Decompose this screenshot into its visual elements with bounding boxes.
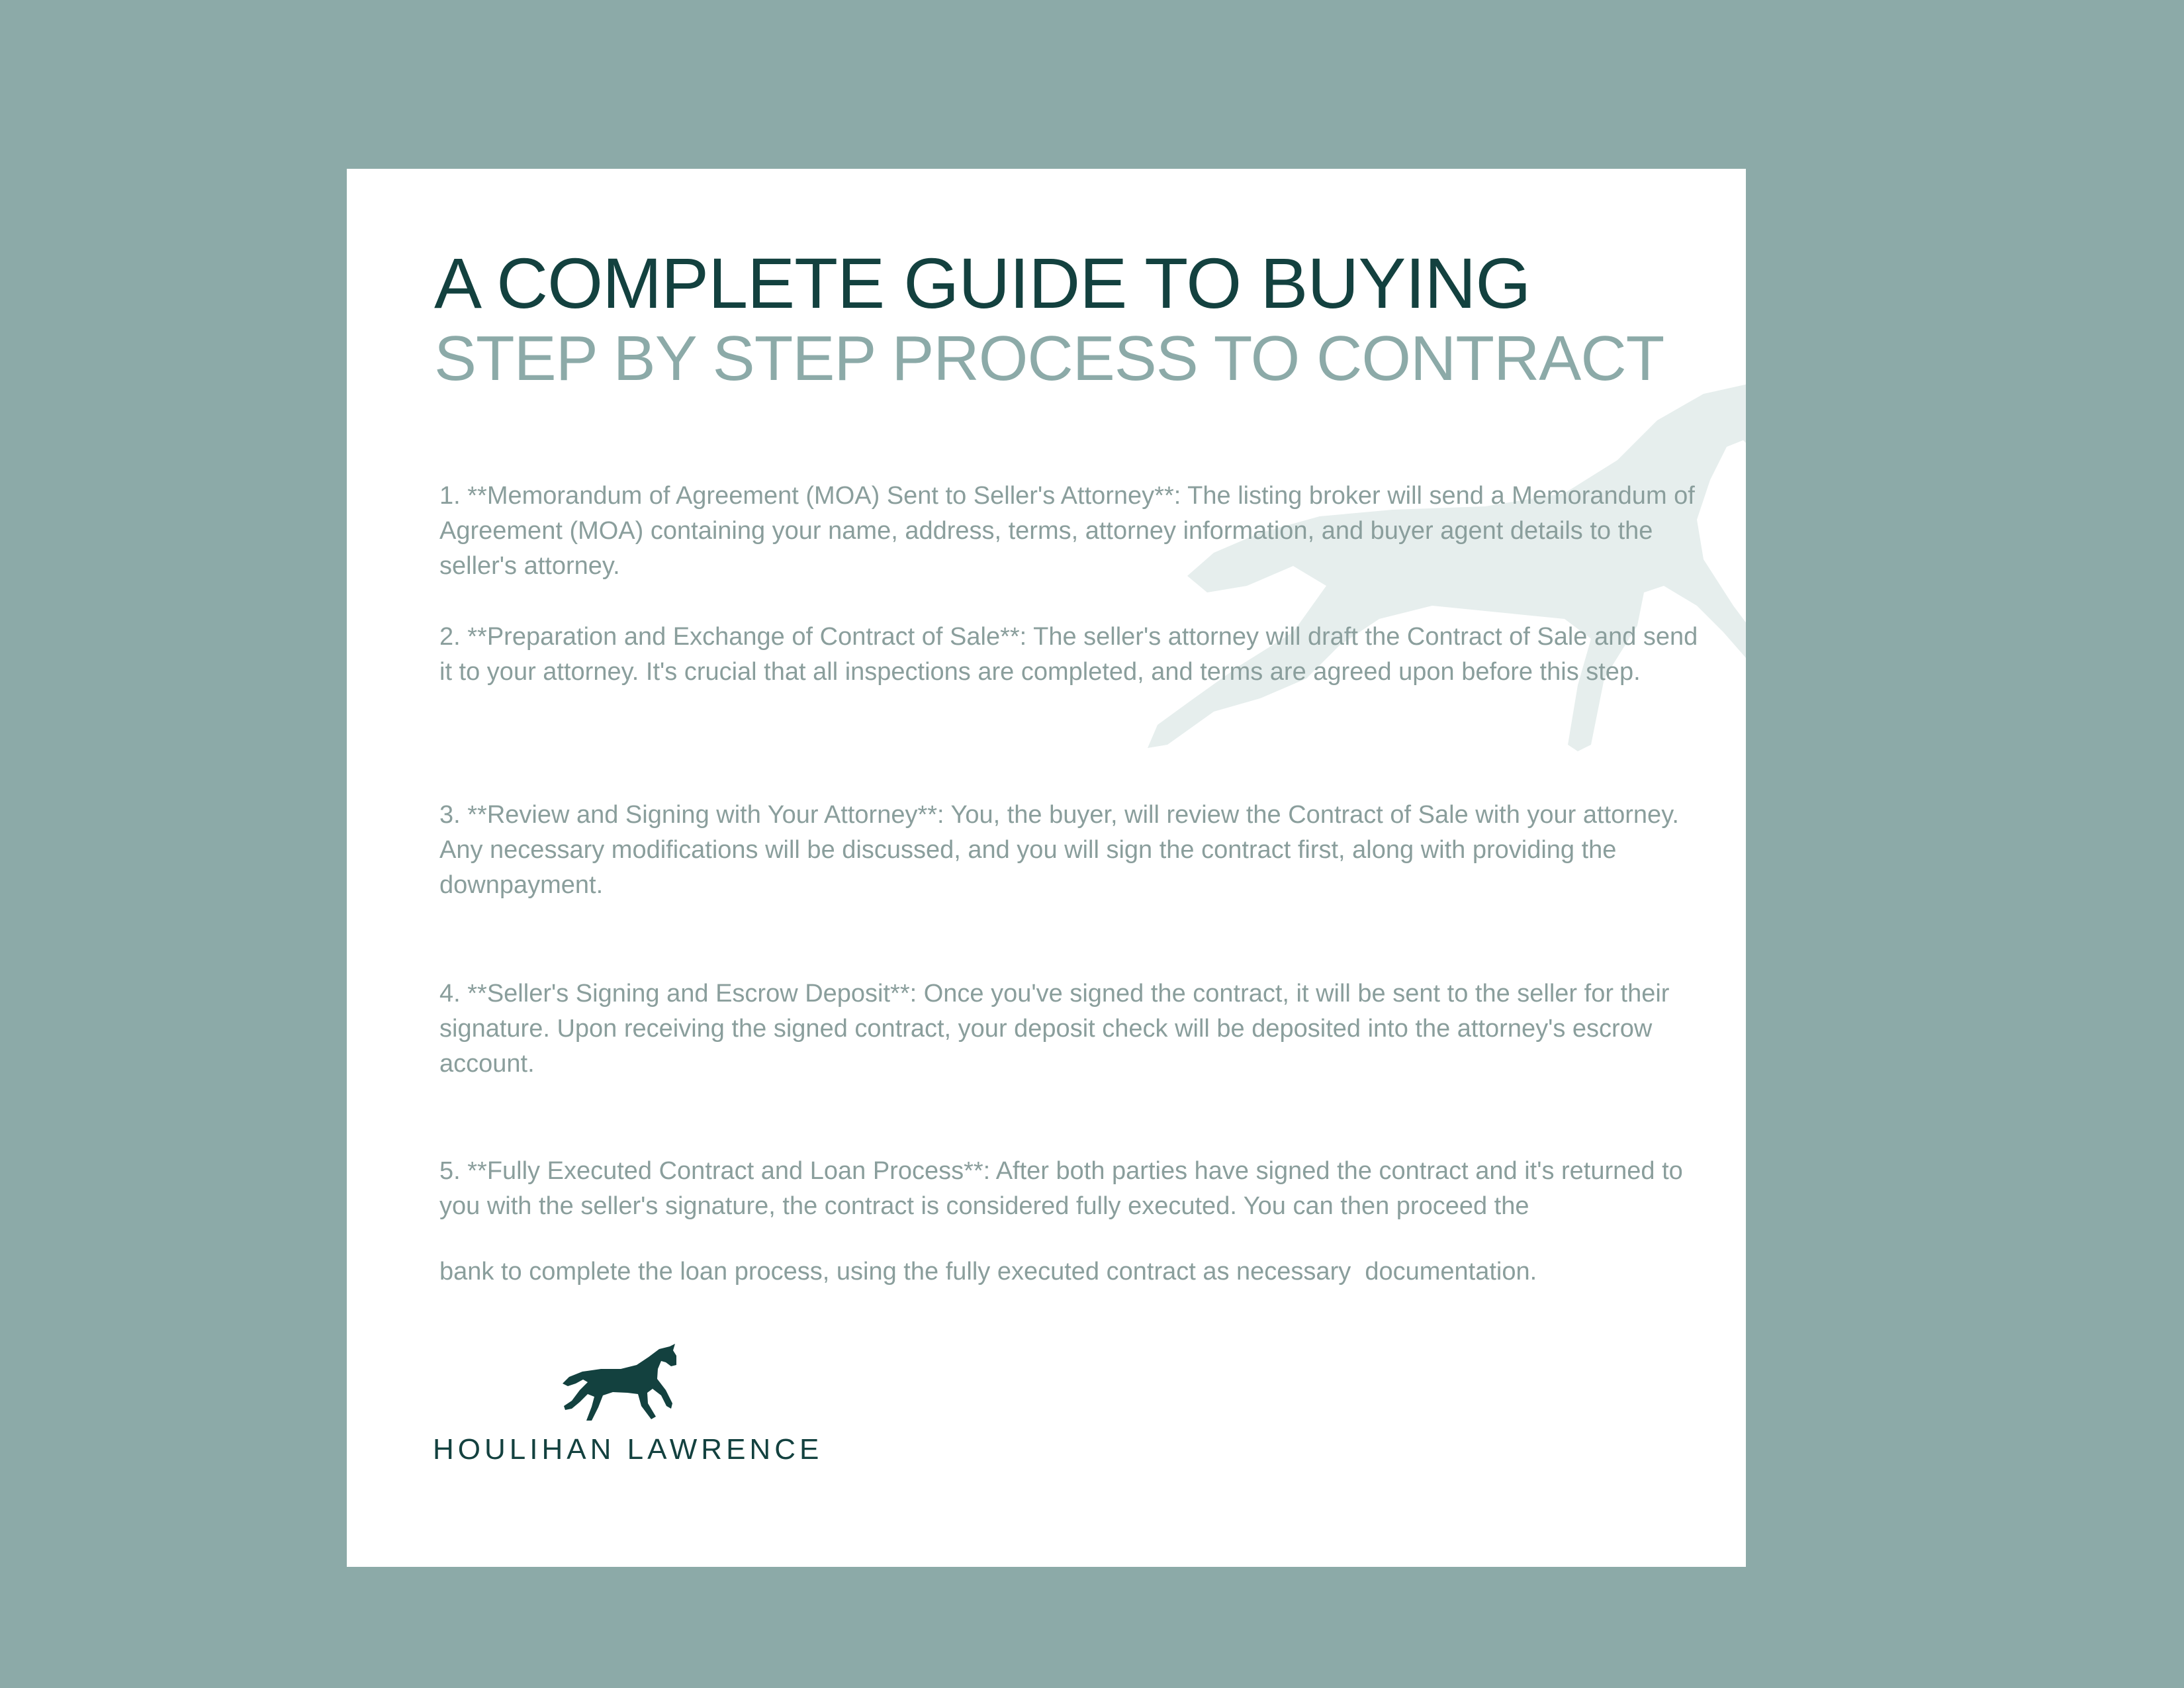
step-2-text: 2. **Preparation and Exchange of Contract of Sale**: The seller's attorney will draft the Contract of Sale and send it to your attorney. It's crucial that all inspections are completed, and terms are agreed upon before this step.: [439, 623, 1698, 686]
step-1-text: 1. **Memorandum of Agreement (MOA) Sent to Seller's Attorney**: The listing broker will send a Memorandum of Agreement (MOA) containing your name, address, terms, attorney information, and buyer agent details to the seller's attorney.: [439, 482, 1695, 580]
page-title: A COMPLETE GUIDE TO BUYING: [434, 243, 1531, 323]
horse-icon: [553, 1342, 679, 1429]
step-3-text: 3. **Review and Signing with Your Attorney**: You, the buyer, will review the Contract of Sale with your attorney. Any necessary modifications will be discussed, and you will sign the contract first, along with providing the downpayment.: [439, 801, 1679, 899]
step-4-text: 4. **Seller's Signing and Escrow Deposit**: Once you've signed the contract, it will be sent to the seller for their signature. Upon receiving the signed contract, your deposit check will be deposited into the attorney's escrow account.: [439, 980, 1670, 1078]
brand-name: HOULIHAN LAWRENCE: [433, 1433, 823, 1466]
guide-page: [347, 169, 1746, 1567]
step-5-continued-text: bank to complete the loan process, using the fully executed contract as necessary documentation.: [439, 1258, 1537, 1286]
page-subtitle: STEP BY STEP PROCESS TO CONTRACT: [434, 323, 1664, 394]
step-5-text: 5. **Fully Executed Contract and Loan Process**: After both parties have signed the contract and it's returned to you with the seller's signature, the contract is considered fully executed. You can then proceed the: [439, 1157, 1683, 1220]
